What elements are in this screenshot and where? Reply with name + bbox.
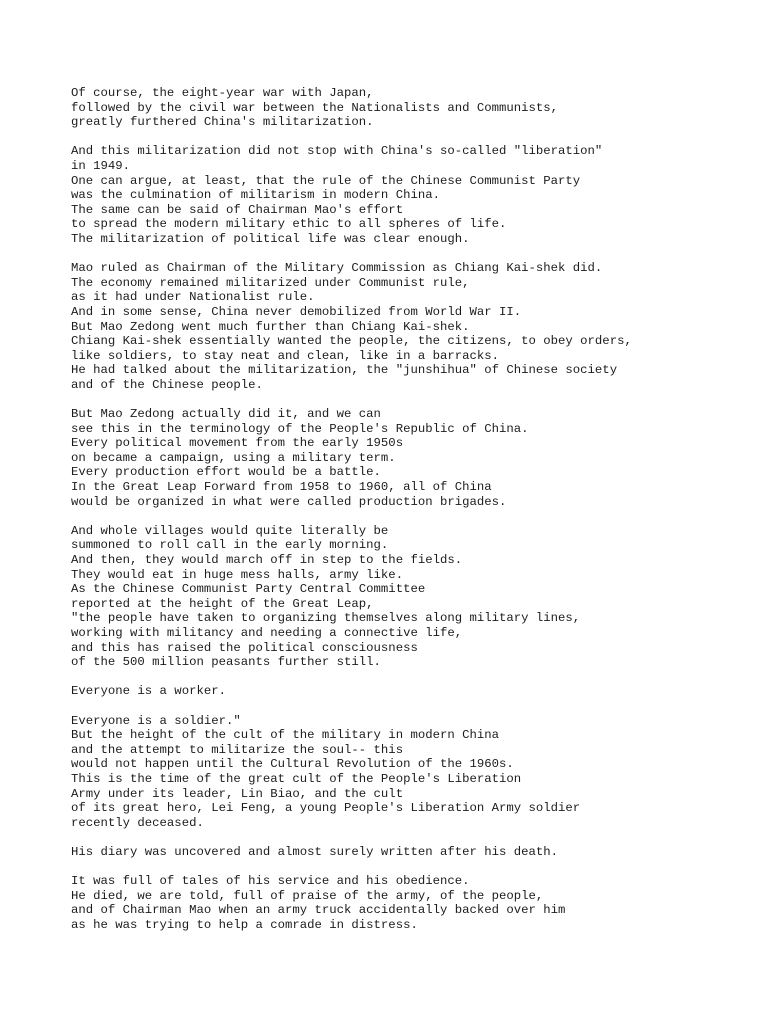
text-line: Army under its leader, Lin Biao, and the cult: [71, 786, 404, 801]
text-line: would not happen until the Cultural Revolution of the 1960s.: [71, 757, 514, 772]
paragraph: [71, 845, 761, 860]
text-line: and of the Chinese people.: [71, 377, 263, 392]
paragraph: [71, 524, 761, 670]
text-line: as it had under Nationalist rule.: [71, 290, 315, 305]
text-line: And in some sense, China never demobilized from World War II.: [71, 304, 522, 319]
text-line: followed by the civil war between the Nationalists and Communists,: [71, 100, 559, 115]
text-line: The militarization of political life was clear enough.: [71, 231, 470, 246]
text-line: He had talked about the militarization, the "junshihua" of Chinese society: [71, 363, 618, 378]
text-line: This is the time of the great cult of the People's Liberation: [71, 771, 522, 786]
text-line: and this has raised the political consciousness: [71, 640, 418, 655]
text-line: recently deceased.: [71, 815, 204, 830]
text-line: They would eat in huge mess halls, army like.: [71, 567, 404, 582]
text-line: And whole villages would quite literally be: [71, 523, 389, 538]
text-line: Of course, the eight-year war with Japan,: [71, 86, 374, 100]
text-line: It was full of tales of his service and his obedience.: [71, 874, 470, 889]
text-line: see this in the terminology of the People's Republic of China.: [71, 421, 529, 436]
paragraph: [71, 86, 761, 130]
paragraph: [71, 261, 761, 392]
text-line: would be organized in what were called production brigades.: [71, 494, 507, 509]
text-line: in 1949.: [71, 158, 131, 173]
paragraph: [71, 407, 761, 509]
text-line: Mao ruled as Chairman of the Military Commission as Chiang Kai-shek did.: [71, 261, 603, 276]
text-line: to spread the modern military ethic to all spheres of life.: [71, 217, 507, 232]
text-line: was the culmination of militarism in modern China.: [71, 188, 440, 203]
text-line: And this militarization did not stop with China's so-called "liberation": [71, 144, 603, 159]
text-line: and of Chairman Mao when an army truck accidentally backed over him: [71, 903, 566, 918]
text-line: "the people have taken to organizing themselves along military lines,: [71, 611, 581, 626]
text-line: One can argue, at least, that the rule of the Chinese Communist Party: [71, 173, 581, 188]
text-line: reported at the height of the Great Leap,: [71, 596, 374, 611]
text-line: and the attempt to militarize the soul-- this: [71, 742, 404, 757]
paragraph: [71, 144, 761, 246]
text-line: Every production effort would be a battle.: [71, 465, 381, 480]
text-line: In the Great Leap Forward from 1958 to 1960, all of China: [71, 480, 492, 495]
text-line: And then, they would march off in step to the fields.: [71, 553, 463, 567]
text-line: of its great hero, Lei Feng, a young People's Liberation Army soldier: [71, 801, 581, 816]
text-line: But Mao Zedong went much further than Chiang Kai-shek.: [71, 319, 470, 334]
text-line: on became a campaign, using a military term.: [71, 450, 396, 465]
text-line: He died, we are told, full of praise of the army, of the people,: [71, 888, 544, 903]
text-line: Everyone is a soldier.": [71, 713, 241, 728]
text-line: summoned to roll call in the early morning.: [71, 538, 389, 553]
text-line: Every political movement from the early 1950s: [71, 436, 404, 451]
text-line: Chiang Kai-shek essentially wanted the people, the citizens, to obey orders,: [71, 334, 632, 349]
text-line: But the height of the cult of the military in modern China: [71, 728, 500, 743]
text-line: working with militancy and needing a connective life,: [71, 625, 463, 640]
text-line: Everyone is a worker.: [71, 684, 226, 699]
paragraph: [71, 714, 761, 831]
transcript-text: [71, 86, 761, 947]
text-line: like soldiers, to stay neat and clean, like in a barracks.: [71, 348, 500, 363]
text-line: as he was trying to help a comrade in distress.: [71, 917, 418, 932]
text-line: His diary was uncovered and almost surely written after his death.: [71, 844, 559, 859]
text-line: greatly furthered China's militarization.: [71, 115, 374, 130]
text-line: The same can be said of Chairman Mao's effort: [71, 202, 404, 217]
text-line: The economy remained militarized under Communist rule,: [71, 275, 470, 290]
text-line: of the 500 million peasants further still.: [71, 655, 381, 670]
text-line: But Mao Zedong actually did it, and we can: [71, 407, 381, 422]
text-line: As the Chinese Communist Party Central Committee: [71, 582, 426, 597]
paragraph: [71, 684, 761, 699]
paragraph: [71, 874, 761, 932]
